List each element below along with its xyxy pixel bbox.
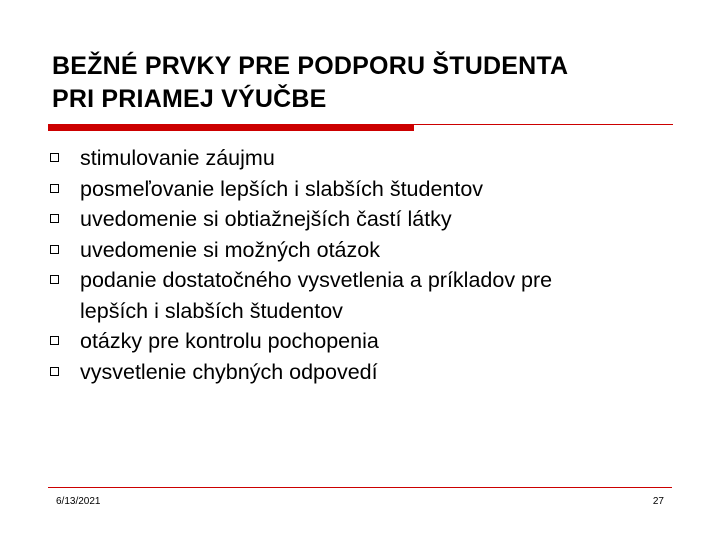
list-item-text-continued: lepších i slabších študentov xyxy=(80,298,343,323)
title-underline-thin xyxy=(414,124,673,125)
list-item-text: uvedomenie si možných otázok xyxy=(80,237,380,262)
hollow-square-bullet-icon xyxy=(50,214,59,223)
list-item-text: stimulovanie záujmu xyxy=(80,146,275,170)
list-item xyxy=(48,265,688,326)
list-item-text: otázky pre kontrolu pochopenia xyxy=(80,329,379,353)
hollow-square-bullet-icon xyxy=(50,275,59,284)
list-item xyxy=(48,143,688,174)
list-item-text: posmeľovanie lepších i slabších študentov xyxy=(80,176,484,201)
page-number: 27 xyxy=(652,496,664,507)
list-item xyxy=(48,357,688,388)
hollow-square-bullet-icon xyxy=(50,153,59,162)
footer-divider xyxy=(48,487,672,488)
list-item-text: uvedomenie si obtiažnejších častí látky xyxy=(80,207,452,231)
bullet-list xyxy=(48,143,688,387)
title-underline-thick xyxy=(48,124,414,131)
slide-title-line: BEŽNÉ PRVKY PRE PODPORU ŠTUDENTA xyxy=(52,52,569,80)
hollow-square-bullet-icon xyxy=(50,245,59,254)
list-item xyxy=(48,326,688,357)
footer-date: 6/13/2021 xyxy=(56,496,101,507)
slide-title-line: PRI PRIAMEJ VÝUČBE xyxy=(52,85,327,113)
list-item xyxy=(48,204,688,235)
hollow-square-bullet-icon xyxy=(50,184,59,193)
slide-title xyxy=(52,50,692,116)
list-item-text: vysvetlenie chybných odpovedí xyxy=(80,359,378,384)
list-item xyxy=(48,235,688,266)
hollow-square-bullet-icon xyxy=(50,336,59,345)
hollow-square-bullet-icon xyxy=(50,367,59,376)
list-item-text: podanie dostatočného vysvetlenia a príkladov pre xyxy=(80,268,553,292)
list-item xyxy=(48,174,688,205)
